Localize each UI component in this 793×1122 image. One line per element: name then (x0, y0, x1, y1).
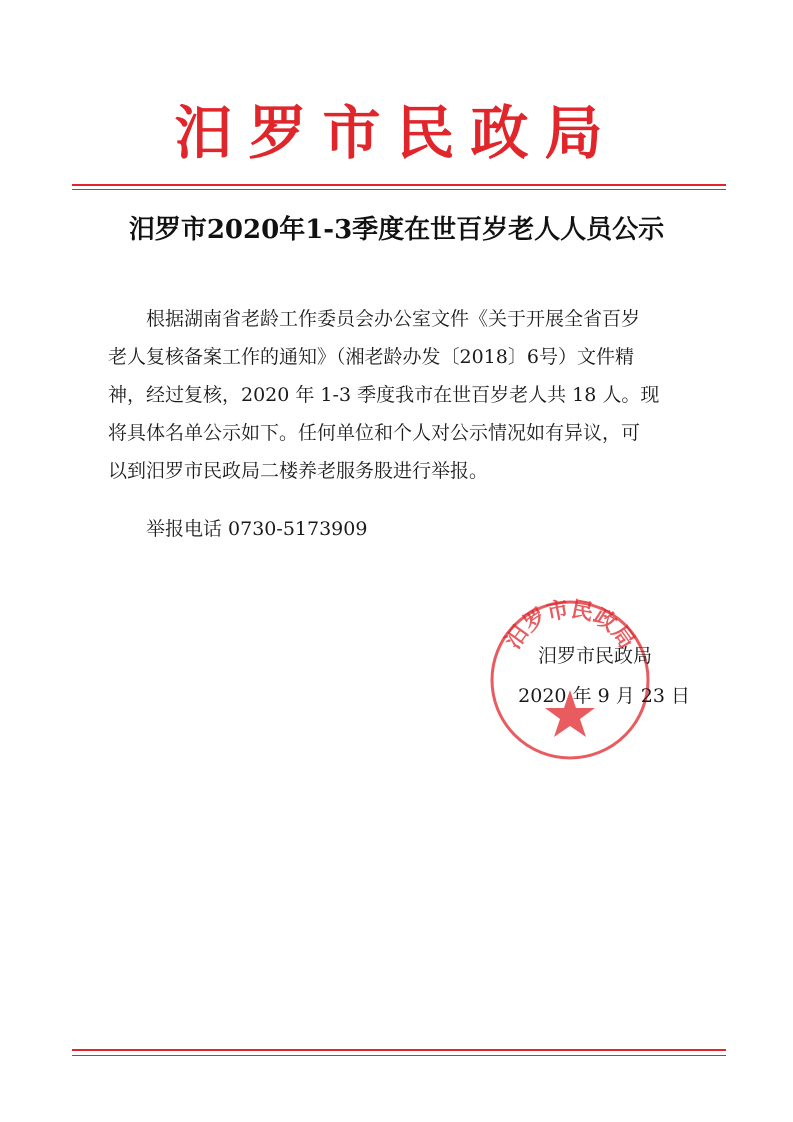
signature-block (470, 636, 690, 716)
seal-text: 汨罗市民政局 (500, 598, 640, 654)
paragraph-line: 将具体名单公示如下。任何单位和个人对公示情况如有异议，可 (108, 422, 641, 444)
paragraph-line: 老人复核备案工作的通知》（湘老龄办发〔2018〕6号）文件精 (108, 346, 634, 368)
footer-rule-thin (72, 1055, 726, 1056)
document-title: 汨罗市2020年1-3季度在世百岁老人人员公示 (128, 215, 665, 245)
letterhead-rule-thick (72, 184, 726, 186)
letterhead-title: 汨罗市民政局 (174, 99, 619, 167)
paragraph-line: 根据湖南省老龄工作委员会办公室文件《关于开展全省百岁 (146, 308, 641, 330)
paragraph-line: 以到汨罗市民政局二楼养老服务股进行举报。 (108, 460, 489, 482)
paragraph-line: 神，经过复核，2020 年 1-3 季度我市在世百岁老人共 18 人。现 (108, 384, 660, 406)
signature-date: 2020 年 9 月 23 日 (518, 685, 690, 707)
signature-organization: 汨罗市民政局 (537, 645, 652, 667)
body-paragraph (108, 300, 688, 490)
footer-rule-thick (72, 1049, 726, 1051)
letterhead-rule-thin (72, 189, 726, 190)
report-phone: 举报电话 0730-5173909 (146, 518, 368, 540)
